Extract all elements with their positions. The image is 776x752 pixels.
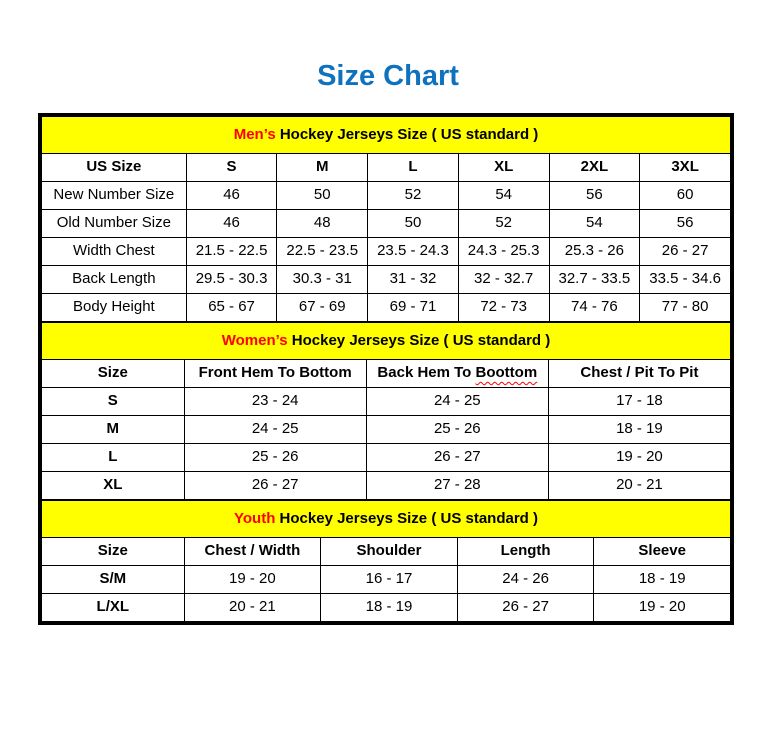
- size-cell: 24 - 25: [184, 416, 366, 444]
- size-cell: 18 - 19: [548, 416, 730, 444]
- size-cell: 32 - 32.7: [458, 266, 549, 294]
- size-cell: 19 - 20: [594, 594, 731, 622]
- size-cell: 16 - 17: [321, 566, 458, 594]
- row-label: L: [42, 444, 185, 472]
- column-header: 3XL: [640, 154, 731, 182]
- row-label: Width Chest: [42, 238, 187, 266]
- youth-size-table: [41, 500, 731, 622]
- band-rest: Hockey Jerseys Size ( US standard ): [279, 125, 539, 143]
- row-label: L/XL: [42, 594, 185, 622]
- size-cell: 52: [458, 210, 549, 238]
- column-header: Shoulder: [321, 538, 458, 566]
- size-cell: 60: [640, 182, 731, 210]
- table-row: [42, 566, 731, 594]
- size-cell: 19 - 20: [184, 566, 321, 594]
- table-row: [42, 416, 731, 444]
- column-header: L: [368, 154, 459, 182]
- column-header: M: [277, 154, 368, 182]
- size-cell: 46: [186, 210, 277, 238]
- youth-band-row: [42, 501, 731, 538]
- row-label: Back Length: [42, 266, 187, 294]
- column-header: Size: [42, 538, 185, 566]
- size-cell: 72 - 73: [458, 294, 549, 322]
- size-cell: 54: [458, 182, 549, 210]
- size-cell: 33.5 - 34.6: [640, 266, 731, 294]
- column-header: 2XL: [549, 154, 640, 182]
- size-cell: 24 - 25: [366, 388, 548, 416]
- youth-band: [42, 501, 731, 538]
- column-header: Length: [457, 538, 594, 566]
- row-label: Body Height: [42, 294, 187, 322]
- mens-header-row: [42, 154, 731, 182]
- size-cell: 50: [368, 210, 459, 238]
- size-cell: 77 - 80: [640, 294, 731, 322]
- table-row: [42, 182, 731, 210]
- column-header: Front Hem To Bottom: [184, 360, 366, 388]
- size-cell: 31 - 32: [368, 266, 459, 294]
- band-rest: Hockey Jerseys Size ( US standard ): [279, 509, 538, 527]
- misspelled-word: Boottom: [475, 364, 538, 382]
- mens-band: [42, 117, 731, 154]
- size-cell: 32.7 - 33.5: [549, 266, 640, 294]
- row-label: S: [42, 388, 185, 416]
- table-row: [42, 238, 731, 266]
- size-cell: 30.3 - 31: [277, 266, 368, 294]
- mens-band-row: [42, 117, 731, 154]
- size-cell: 54: [549, 210, 640, 238]
- column-header: Chest / Pit To Pit: [548, 360, 730, 388]
- size-cell: 20 - 21: [548, 472, 730, 500]
- column-header: Chest / Width: [184, 538, 321, 566]
- mens-size-table: [41, 116, 731, 322]
- size-cell: 56: [640, 210, 731, 238]
- size-cell: 29.5 - 30.3: [186, 266, 277, 294]
- table-row: [42, 388, 731, 416]
- band-highlight: Men’s: [233, 125, 276, 143]
- page-title: Size Chart: [317, 60, 459, 92]
- band-highlight: Women’s: [221, 331, 288, 349]
- size-cell: 46: [186, 182, 277, 210]
- row-label: S/M: [42, 566, 185, 594]
- row-label: XL: [42, 472, 185, 500]
- size-cell: 25 - 26: [366, 416, 548, 444]
- size-chart: [38, 113, 734, 625]
- womens-band-row: [42, 323, 731, 360]
- size-cell: 26 - 27: [457, 594, 594, 622]
- womens-header-row: [42, 360, 731, 388]
- size-cell: 69 - 71: [368, 294, 459, 322]
- size-cell: 26 - 27: [184, 472, 366, 500]
- size-cell: 18 - 19: [594, 566, 731, 594]
- column-header: Size: [42, 360, 185, 388]
- size-cell: 20 - 21: [184, 594, 321, 622]
- size-cell: 22.5 - 23.5: [277, 238, 368, 266]
- size-cell: 27 - 28: [366, 472, 548, 500]
- band-highlight: Youth: [234, 509, 276, 527]
- size-cell: 56: [549, 182, 640, 210]
- column-header-prefix: Back Hem To: [377, 364, 476, 382]
- size-cell: 25 - 26: [184, 444, 366, 472]
- size-cell: 23 - 24: [184, 388, 366, 416]
- column-header: Sleeve: [594, 538, 731, 566]
- column-header: US Size: [42, 154, 187, 182]
- row-label: M: [42, 416, 185, 444]
- size-cell: 23.5 - 24.3: [368, 238, 459, 266]
- size-cell: 21.5 - 22.5: [186, 238, 277, 266]
- column-header: XL: [458, 154, 549, 182]
- table-row: [42, 444, 731, 472]
- size-cell: 26 - 27: [366, 444, 548, 472]
- table-row: [42, 472, 731, 500]
- size-cell: 25.3 - 26: [549, 238, 640, 266]
- size-cell: 67 - 69: [277, 294, 368, 322]
- size-cell: 48: [277, 210, 368, 238]
- womens-band: [42, 323, 731, 360]
- table-row: [42, 294, 731, 322]
- size-cell: 24 - 26: [457, 566, 594, 594]
- table-row: [42, 210, 731, 238]
- size-cell: 17 - 18: [548, 388, 730, 416]
- row-label: Old Number Size: [42, 210, 187, 238]
- size-cell: 18 - 19: [321, 594, 458, 622]
- size-cell: 52: [368, 182, 459, 210]
- band-rest: Hockey Jerseys Size ( US standard ): [291, 331, 551, 349]
- womens-size-table: [41, 322, 731, 500]
- size-cell: 19 - 20: [548, 444, 730, 472]
- size-cell: 50: [277, 182, 368, 210]
- size-cell: 74 - 76: [549, 294, 640, 322]
- table-row: [42, 594, 731, 622]
- size-cell: 26 - 27: [640, 238, 731, 266]
- column-header: [366, 360, 548, 388]
- size-cell: 65 - 67: [186, 294, 277, 322]
- youth-header-row: [42, 538, 731, 566]
- column-header: S: [186, 154, 277, 182]
- size-cell: 24.3 - 25.3: [458, 238, 549, 266]
- table-row: [42, 266, 731, 294]
- row-label: New Number Size: [42, 182, 187, 210]
